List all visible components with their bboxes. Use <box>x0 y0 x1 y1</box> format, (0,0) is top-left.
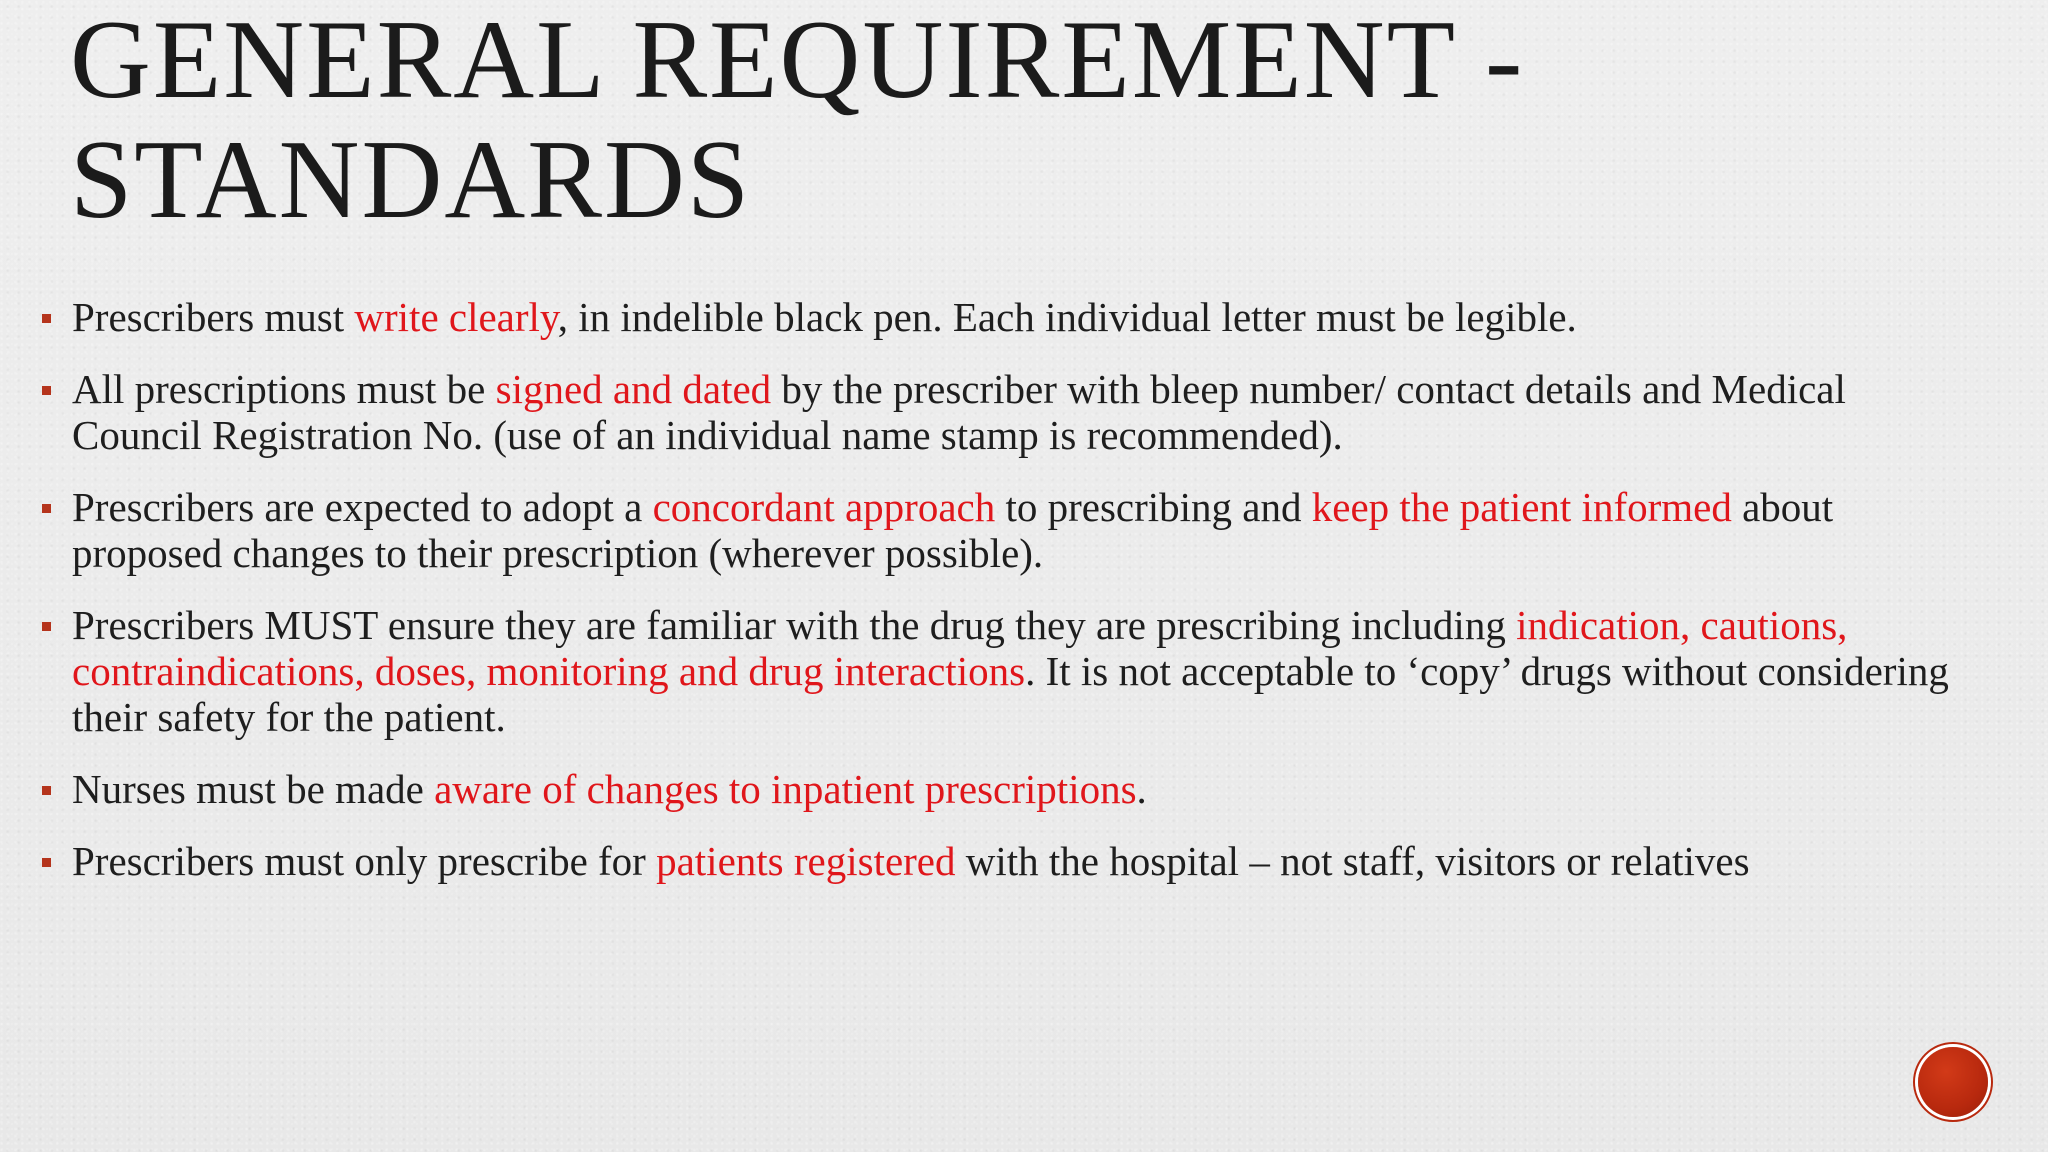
bullet-square-icon <box>42 858 51 867</box>
slide-title-line-1: GENERAL REQUIREMENT - <box>70 0 1525 122</box>
bullet-item <box>40 366 1970 458</box>
bullet-item <box>40 602 1970 740</box>
highlighted-text: signed and dated <box>495 366 772 412</box>
bullet-text: with the hospital – not staff, visitors or relatives <box>955 838 1750 884</box>
highlighted-text: patients registered <box>656 838 956 884</box>
bullet-text: . <box>1136 766 1147 812</box>
bullet-list <box>40 294 1970 910</box>
bullet-item <box>40 766 1970 812</box>
bullet-text: All prescriptions must be <box>72 366 496 412</box>
bullet-text: . It is not acceptable to ‘copy’ drugs without considering their safety for the patient. <box>72 648 1949 740</box>
highlighted-text: keep the patient informed <box>1311 484 1732 530</box>
bullet-text: Nurses must be made <box>72 766 435 812</box>
bullet-square-icon <box>42 314 51 323</box>
bullet-text: by the prescriber with bleep number/ contact details and Medical Council Registration No. (use of an individual name stamp is recommended). <box>72 366 1846 458</box>
bullet-text: Prescribers must only prescribe for <box>72 838 657 884</box>
slide-title <box>70 0 1970 240</box>
highlighted-text: aware of changes to inpatient prescriptions <box>434 766 1137 812</box>
highlighted-text: write clearly <box>354 294 558 340</box>
bullet-item <box>40 294 1970 340</box>
bullet-text: to prescribing and <box>995 484 1312 530</box>
bullet-text: Prescribers are expected to adopt a <box>72 484 653 530</box>
highlighted-text: concordant approach <box>652 484 996 530</box>
bullet-text: about proposed changes to their prescription (wherever possible). <box>72 484 1834 576</box>
bullet-square-icon <box>42 786 51 795</box>
slide-title-line-2: STANDARDS <box>70 118 752 242</box>
bullet-square-icon <box>42 622 51 631</box>
bullet-text: Prescribers must <box>72 294 355 340</box>
bullet-square-icon <box>42 504 51 513</box>
bullet-text: , in indelible black pen. Each individual letter must be legible. <box>557 294 1577 340</box>
bullet-item <box>40 838 1970 884</box>
highlighted-text: indication, cautions, contraindications, doses, monitoring and drug interactions <box>72 602 1848 694</box>
bullet-text: Prescribers MUST ensure they are familiar with the drug they are prescribing including <box>72 602 1517 648</box>
bullet-item <box>40 484 1970 576</box>
bullet-square-icon <box>42 386 51 395</box>
slide-nav-circle-icon[interactable] <box>1918 1047 1988 1117</box>
